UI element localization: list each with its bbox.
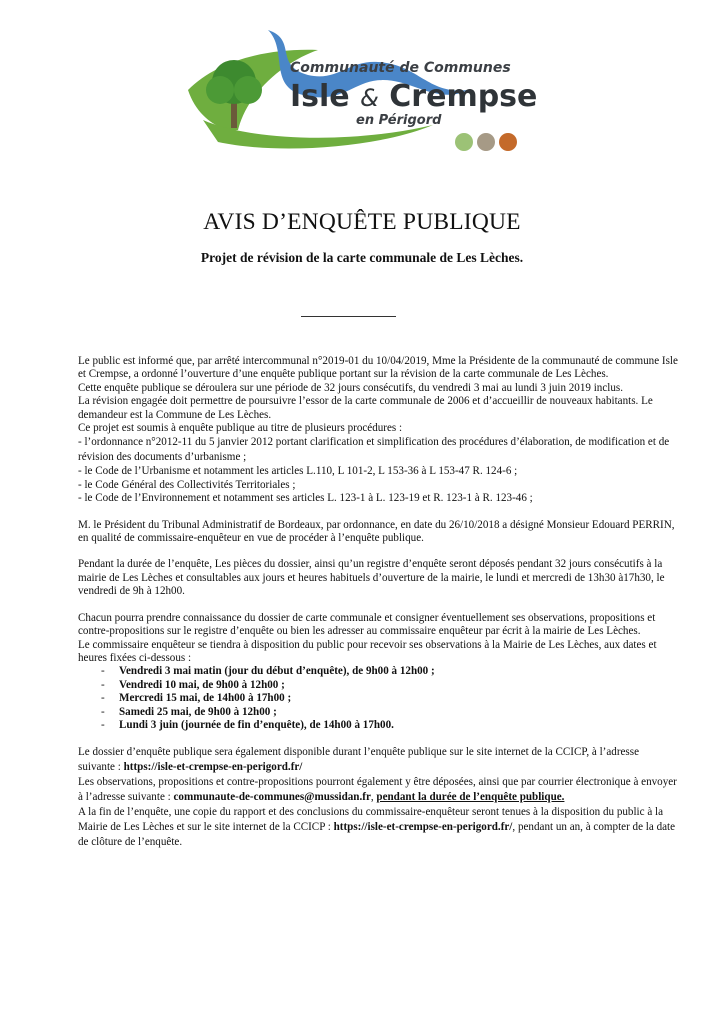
logo-text-line3: en Périgord [356, 113, 442, 128]
logo-text-amp: & [360, 84, 379, 112]
procedure-item: - le Code de l’Urbanisme et notamment les articles L.110, L 101-2, L 153-36 à L 153-47 R. 124-6 ; [78, 465, 518, 478]
website-link[interactable]: https://isle-et-crempse-en-perigord.fr/ [123, 761, 303, 774]
procedure-item: - l’ordonnance n°2012-11 du 5 janvier 2012 portant clarification et simplification des procédures d’élaboration, de modification et de révision des documents d’urbanisme ; [78, 436, 670, 464]
schedule-item: - Vendredi 10 mai, de 9h00 à 12h00 ; [101, 678, 285, 691]
logo-dot-green [455, 133, 473, 151]
schedule-item: - Vendredi 3 mai matin (jour du début d’enquête), de 9h00 à 12h00 ; [101, 665, 435, 678]
logo-dot-tan [477, 133, 495, 151]
paragraph-permanences: Le commissaire enquêteur se tiendra à disposition du public pour recevoir ses observations à la Mairie de Les Lèches, aux dates et heures fixées ci-dessous : [78, 638, 657, 664]
svg-text:Isle & Crempse [290, 79, 537, 114]
procedure-item: - le Code Général des Collectivités Territoriales ; [78, 478, 296, 491]
logo-dot-orange [499, 133, 517, 151]
paragraph-email: Les observations, propositions et contre-propositions pourront également y être déposées, ainsi que par courrier électronique à envoyer à l’adresse suivante : communaute-de-communes@mussidan.fr, pendant la durée de l’enquête publique. [78, 776, 677, 804]
logo-text-isle: Isle [290, 79, 350, 114]
paragraph-duration: Cette enquête publique se déroulera sur une période de 32 jours consécutifs, du vendredi 3 mai au lundi 3 juin 2019 inclus. [78, 381, 623, 394]
email-link[interactable]: communaute-de-communes@mussidan.fr [173, 791, 371, 804]
page-subtitle: Projet de révision de la carte communale de Les Lèches. [200, 250, 524, 265]
page-title: AVIS D’ENQUÊTE PUBLIQUE [203, 209, 521, 235]
schedule-item: - Mercredi 15 mai, de 14h00 à 17h00 ; [101, 692, 292, 705]
paragraph-consultation: Chacun pourra prendre connaissance du dossier de carte communale et consigner éventuellement ses observations, propositions et contre-propositions sur le registre d’enquête ou bien les adresser au commissaire enquêteur par écrit à la mairie de Les Lèches. [78, 611, 656, 638]
schedule-item: - Lundi 3 juin (journée de fin d’enquête), de 14h00 à 17h00. [101, 718, 394, 731]
schedule-item: - Samedi 25 mai, de 9h00 à 12h00 ; [101, 705, 277, 718]
paragraph-dossier: Pendant la durée de l’enquête, Les pièces du dossier, ainsi qu’un registre d’enquête seront déposés pendant 32 jours consécutifs à la mairie de Les Lèches et consultables aux jours et heures habituels d’ouverture de la mairie, le lundi et mercredi de 13h30 à17h30, le vendredi de 9h à 12h00. [78, 558, 665, 598]
duration-underlined: pendant la durée de l’enquête publique. [376, 791, 565, 804]
paragraph-arrete: Le public est informé que, par arrêté intercommunal n°2019-01 du 10/04/2019, Mme la Présidente de la communauté de commune Isle et Crempse, a ordonné l’ouverture d’une enquête publique portant sur la révision de la carte communale de Les Lèches. [78, 355, 678, 381]
logo-graphic [178, 20, 538, 165]
schedule-list [78, 665, 678, 732]
notice-body [78, 355, 678, 850]
paragraph-revision: La révision engagée doit permettre de poursuivre l’essor de la carte communale de 2006 et d’accueillir de nouveaux habitants. Le demandeur est la Commune de Les Lèches. [78, 395, 653, 421]
paragraph-procedures-intro: Ce projet est soumis à enquête publique au titre de plusieurs procédures : [78, 422, 403, 435]
paragraph-report: A la fin de l’enquête, une copie du rapport et des conclusions du commissaire-enquêteur seront tenues à la disposition du public à la Mairie de Les Lèches et sur le site internet de la CCICP : https://isle-et-crempse-en-perigord.fr/, pendant un an, à compter de la date de clôture de l’enquête. [78, 806, 676, 849]
logo [178, 20, 538, 165]
logo-text-line1: Communauté de Communes [290, 60, 511, 76]
report-website-link[interactable]: https://isle-et-crempse-en-perigord.fr/ [333, 821, 513, 834]
procedure-item: - le Code de l’Environnement et notamment ses articles L. 123-1 à L. 123-19 et R. 123-1 à R. 123-46 ; [78, 492, 533, 505]
paragraph-commissaire: M. le Président du Tribunal Administratif de Bordeaux, par ordonnance, en date du 26/10/2018 a désigné Monsieur Edouard PERRIN, en qualité de commissaire-enquêteur en vue de procéder à l’enquête publique. [78, 518, 675, 545]
logo-text-crempse: Crempse [389, 79, 538, 114]
paragraph-website: Le dossier d’enquête publique sera également disponible durant l’enquête publique sur le site internet de la CCICP, à l’adresse suivante : https://isle-et-crempse-en-perigord.fr/ [78, 746, 639, 774]
divider [301, 316, 396, 317]
